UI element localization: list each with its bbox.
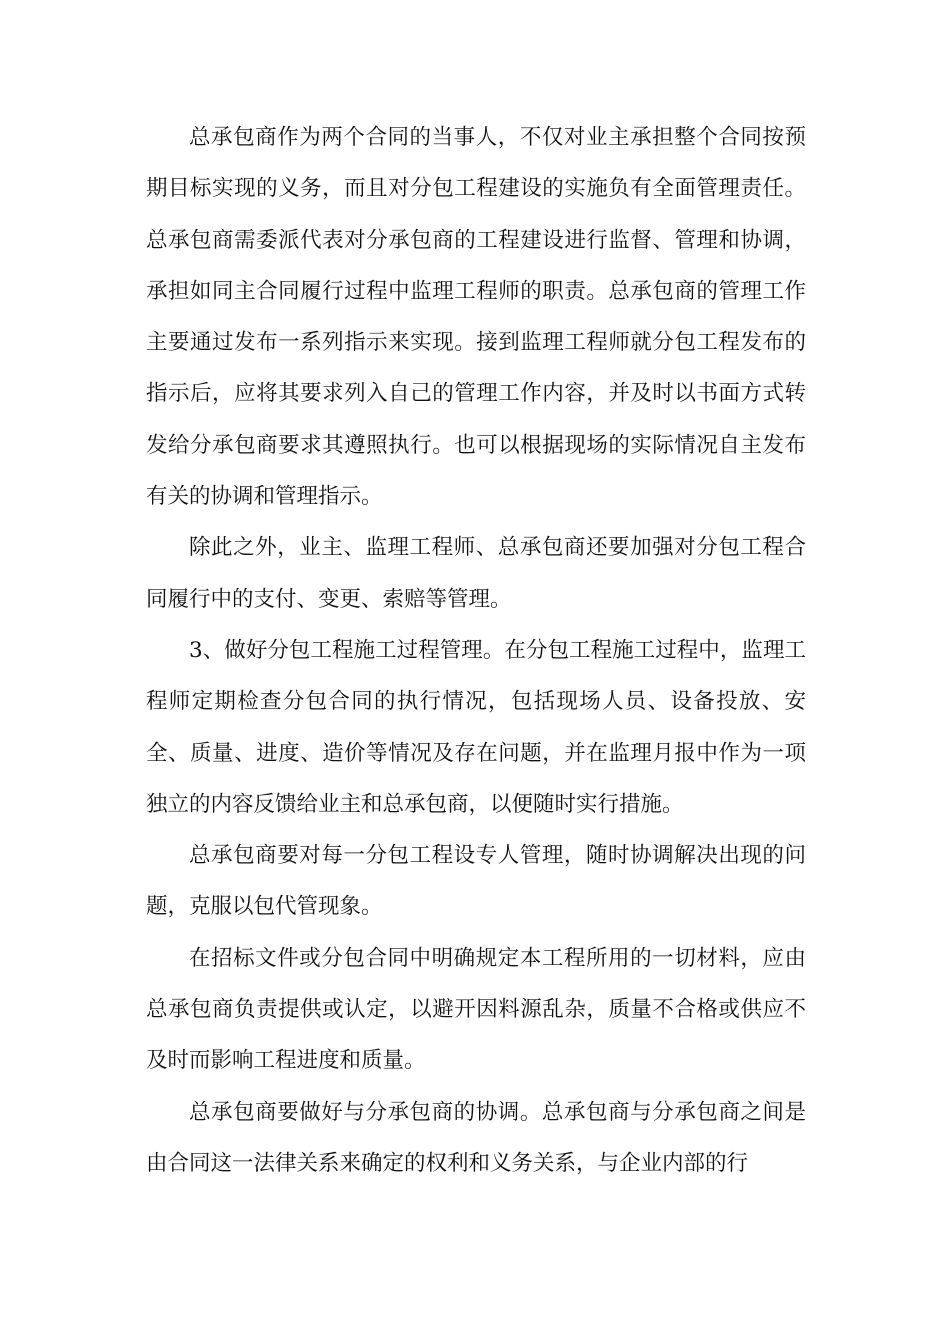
document-body: [146, 112, 806, 1189]
paragraph-general-contractor-duties: 总承包商作为两个合同的当事人，不仅对业主承担整个合同按预期目标实现的义务，而且对分包工程建设的实施负有全面管理责任。总承包商需委派代表对分承包商的工程建设进行监督、管理和协调，承担如同主合同履行过程中监理工程师的职责。总承包商的管理工作主要通过发布一系列指示来实现。接到监理工程师就分包工程发布的指示后，应将其要求列入自己的管理工作内容，并及时以书面方式转发给分承包商要求其遵照执行。也可以根据现场的实际情况自主发布有关的协调和管理指示。: [146, 125, 806, 510]
paragraph-materials-supply: 在招标文件或分包合同中明确规定本工程所用的一切材料，应由总承包商负责提供或认定，以避开因料源乱杂，质量不合格或供应不及时而影响工程进度和质量。: [146, 945, 806, 1074]
paragraph-construction-process-management: 3、做好分包工程施工过程管理。在分包工程施工过程中，监理工程师定期检查分包合同的执行情况，包括现场人员、设备投放、安全、质量、进度、造价等情况及存在问题，并在监理月报中作为一项独立的内容反馈给业主和总承包商，以便随时实行措施。: [146, 637, 806, 817]
paragraph-dedicated-management: 总承包商要对每一分包工程设专人管理，随时协调解决出现的问题，克服以包代管现象。: [146, 843, 806, 920]
paragraph-contract-management: 除此之外，业主、监理工程师、总承包商还要加强对分包工程合同履行中的支付、变更、索赔等管理。: [146, 535, 806, 612]
paragraph-coordination: 总承包商要做好与分承包商的协调。总承包商与分承包商之间是由合同这一法律关系来确定的权利和义务关系，与企业内部的行: [146, 1099, 806, 1176]
